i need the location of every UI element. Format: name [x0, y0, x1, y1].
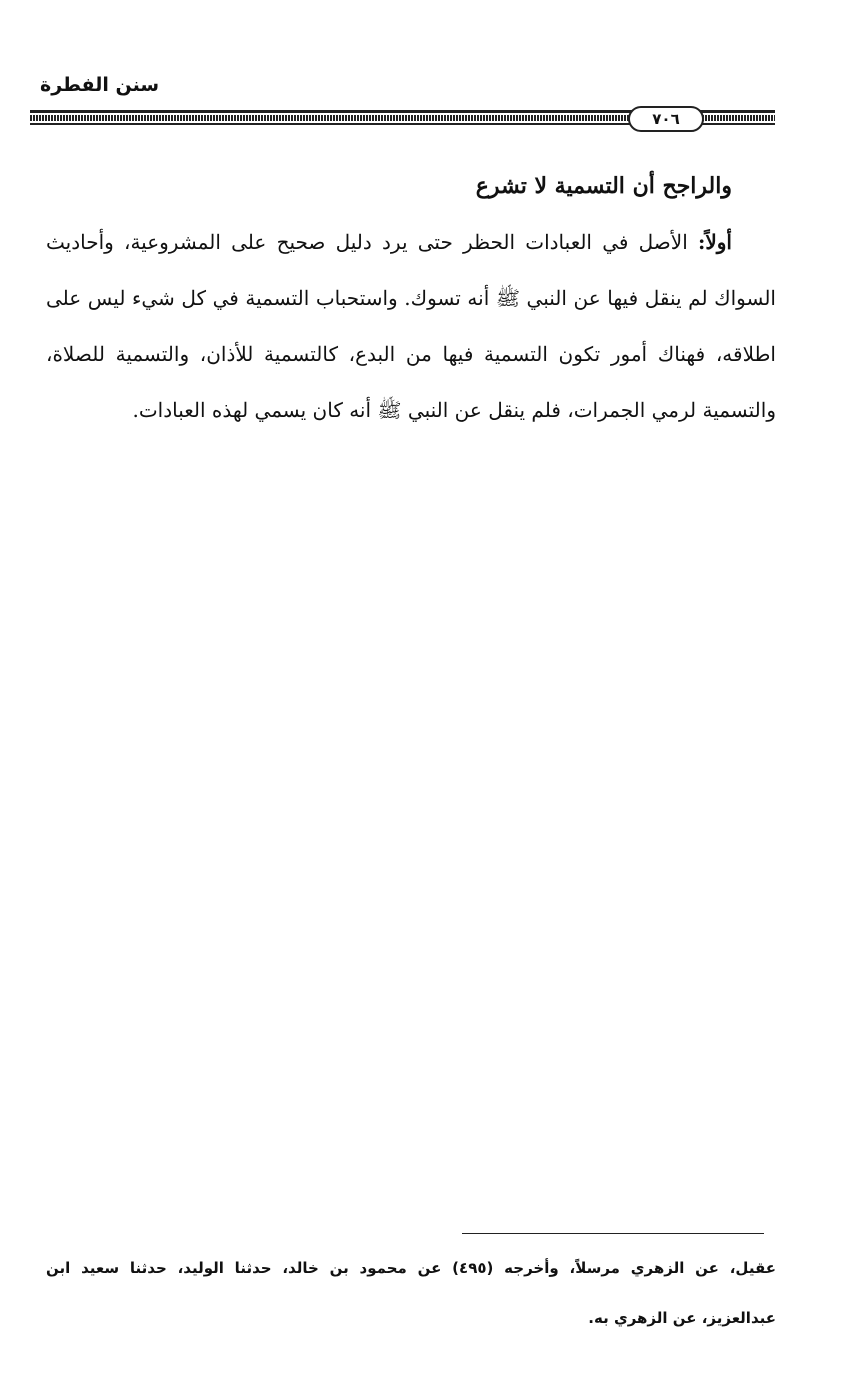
footnote-text: عقيل، عن الزهري مرسلاً، وأخرجه (٤٩٥) عن محمود بن خالد، حدثنا الوليد، حدثنا سعيد ابن عبدالعزيز، عن الزهري به.	[46, 1259, 776, 1327]
paragraph-lead: أولاً:	[697, 230, 732, 254]
paragraph-text: الأصل في العبادات الحظر حتى يرد دليل صحيح على المشروعية، وأحاديث السواك لم ينقل فيها عن النبي ﷺ أنه تسوك. واستحباب التسمية في كل شيء ليس على اطلاقه، فهناك أمور تكون التسمية فيها من البدع، كالتسمية للأذان، والتسمية للصلاة، والتسمية لرمي الجمرات، فلم ينقل عن النبي ﷺ أنه كان يسمي لهذه العبادات.	[46, 230, 776, 422]
main-text	[46, 158, 776, 438]
running-title: سنن الفطرة	[40, 74, 160, 96]
section-heading: والراجح أن التسمية لا تشرع	[475, 173, 732, 199]
footnote-separator	[462, 1233, 764, 1234]
page-number: ٧٠٦	[628, 106, 704, 132]
footnote	[46, 1243, 776, 1343]
paragraph	[46, 214, 776, 438]
